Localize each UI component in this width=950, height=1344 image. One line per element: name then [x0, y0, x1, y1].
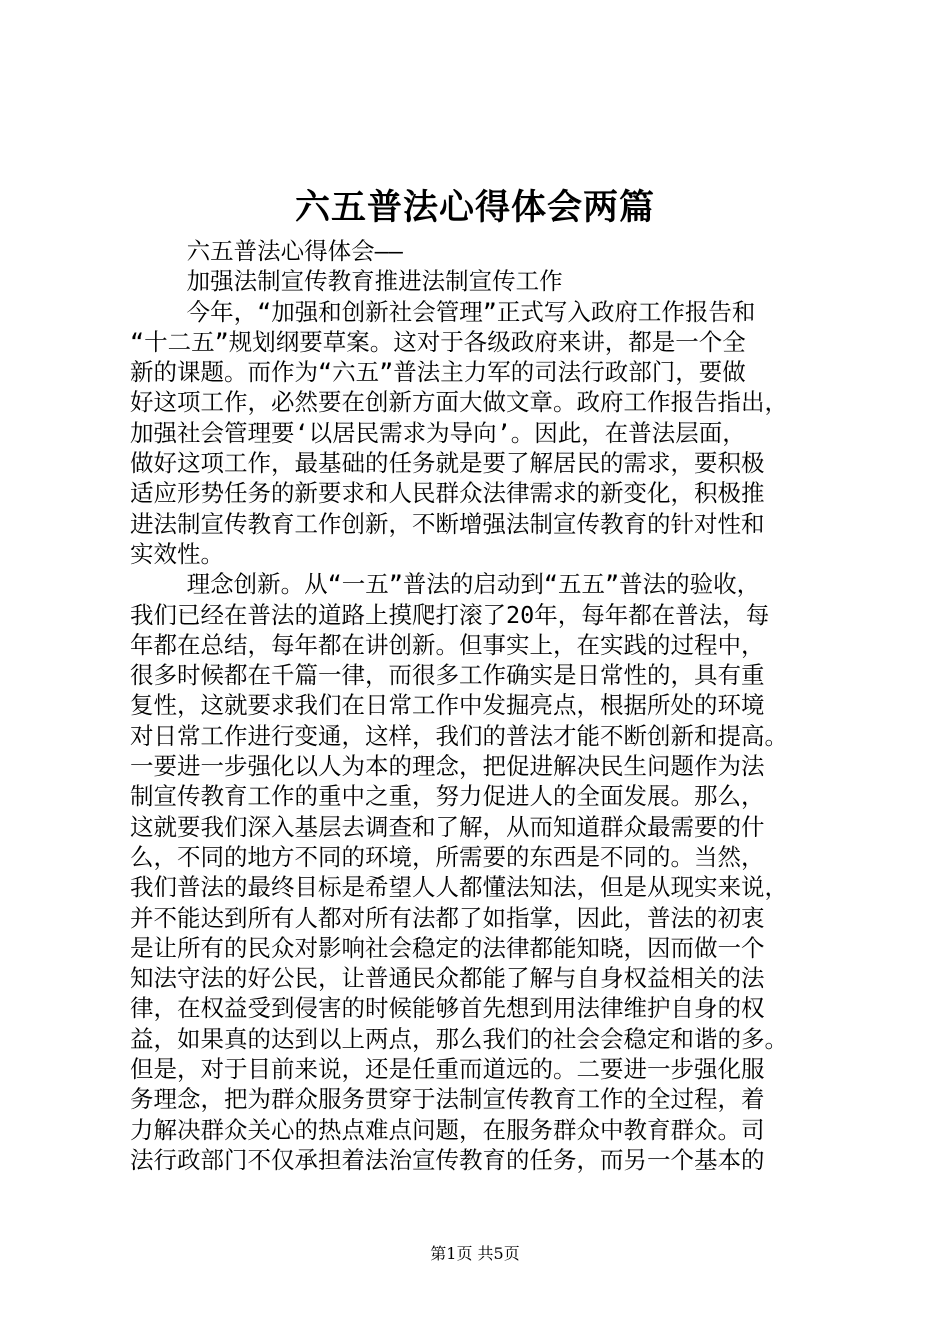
body-line: 益，如果真的达到以上两点，那么我们的社会会稳定和谐的多。 — [130, 1024, 788, 1053]
document-body — [130, 236, 842, 1175]
body-line: 今年，“加强和创新社会管理”正式写入政府工作报告和 — [130, 297, 756, 326]
body-line: 并不能达到所有人都对所有法都了如指掌，因此，普法的初衷 — [130, 903, 765, 932]
body-line: 务理念，把为群众服务贯穿于法制宣传教育工作的全过程，着 — [130, 1085, 765, 1114]
body-line: 么，不同的地方不同的环境，所需要的东西是不同的。当然， — [130, 842, 765, 871]
body-line: 力解决群众关心的热点难点问题，在服务群众中教育群众。司 — [130, 1115, 765, 1144]
body-line: 是让所有的民众对影响社会稳定的法律都能知晓，因而做一个 — [130, 933, 765, 962]
body-line: 新的课题。而作为“六五”普法主力军的司法行政部门，要做 — [130, 358, 746, 387]
body-line: 年都在总结，每年都在讲创新。但事实上，在实践的过程中， — [130, 630, 765, 659]
body-line: 一要进一步强化以人为本的理念，把促进解决民生问题作为法 — [130, 752, 765, 781]
body-line: 加强法制宣传教育推进法制宣传工作 — [130, 267, 563, 296]
body-line: 实效性。 — [130, 539, 224, 568]
document-title: 六五普法心得体会两篇 — [294, 187, 655, 228]
body-line: “十二五”规划纲要草案。这对于各级政府来讲，都是一个全 — [130, 327, 746, 356]
body-line: 对日常工作进行变通，这样，我们的普法才能不断创新和提高。 — [130, 721, 788, 750]
body-line: 法行政部门不仅承担着法治宣传教育的任务，而另一个基本的 — [130, 1145, 765, 1174]
body-line: 但是，对于目前来说，还是任重而道远的。二要进一步强化服 — [130, 1055, 765, 1084]
body-line: 理念创新。从“一五”普法的启动到“五五”普法的验收， — [130, 570, 761, 599]
body-line: 知法守法的好公民，让普通民众都能了解与自身权益相关的法 — [130, 964, 765, 993]
body-line: 这就要我们深入基层去调查和了解，从而知道群众最需要的什 — [130, 812, 765, 841]
body-line: 进法制宣传教育工作创新，不断增强法制宣传教育的针对性和 — [130, 509, 765, 538]
body-line: 六五普法心得体会—— — [130, 237, 403, 265]
body-line: 复性，这就要求我们在日常工作中发掘亮点，根据所处的环境 — [130, 691, 765, 720]
body-line: 适应形势任务的新要求和人民群众法律需求的新变化，积极推 — [130, 479, 765, 508]
body-line: 律，在权益受到侵害的时候能够首先想到用法律维护自身的权 — [130, 994, 765, 1023]
body-line: 做好这项工作，最基础的任务就是要了解居民的需求，要积极 — [130, 449, 765, 478]
body-line: 我们普法的最终目标是希望人人都懂法知法，但是从现实来说， — [130, 873, 788, 902]
body-line: 制宣传教育工作的重中之重，努力促进人的全面发展。那么， — [130, 782, 765, 811]
body-line: 加强社会管理要‘以居民需求为导向’。因此，在普法层面， — [130, 418, 746, 447]
page-footer: 第1页 共5页 — [430, 1244, 520, 1263]
body-line: 好这项工作，必然要在创新方面大做文章。政府工作报告指出， — [130, 388, 788, 417]
body-line: 我们已经在普法的道路上摸爬打滚了20年，每年都在普法，每 — [130, 600, 770, 629]
body-line: 很多时候都在千篇一律，而很多工作确实是日常性的，具有重 — [130, 661, 765, 690]
